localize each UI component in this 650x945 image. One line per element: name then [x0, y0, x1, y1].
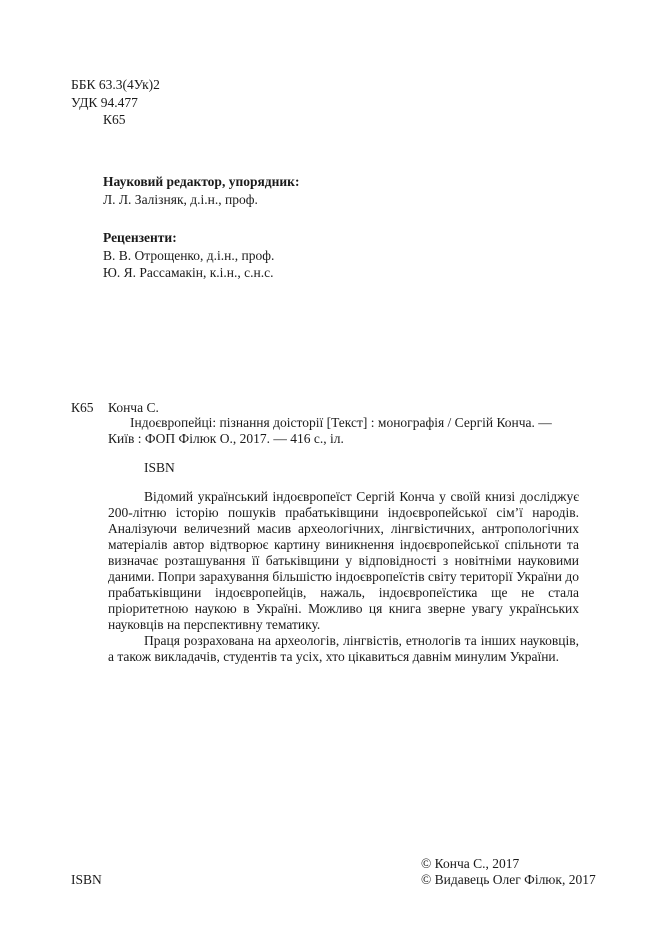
catalog-mark: К65: [71, 400, 94, 415]
editor-name: Л. Л. Залізняк, д.і.н., проф.: [103, 192, 258, 207]
copyright-publisher: © Видавець Олег Філюк, 2017: [421, 872, 596, 887]
footer-isbn: ISBN: [71, 872, 102, 887]
catalog-author: Конча С.: [108, 400, 159, 415]
reviewer-item: В. В. Отрощенко, д.і.н., проф.: [103, 248, 275, 263]
reviewers-heading: Рецензенти:: [103, 230, 177, 245]
annotation-paragraph: Праця розрахована на археологів, лінгвістів, етнологів та інших науковців, а також викладачів, студентів та усіх, хто цікавиться давнім минулим України.: [108, 633, 579, 664]
annotation: [108, 489, 579, 665]
author-mark: К65: [103, 112, 126, 127]
annotation-paragraph: Відомий український індоєвропеїст Сергій Конча у своїй книзі досліджує 200-літню історію пошуків прабатьківщини індоєвропейської сім’ї народів. Аналізуючи величезний масив археологічних, лінгвістичних, антропологічних матеріалів автор відтворює картину виникнення індоєвропейської спільноти та визначає розташування її батьківщини у відповідності з новітніми науковими даними. Попри зарахування більшістю індоєвропеїстів світу території України до прабатьківщини індоєвропейців, нажаль, індоєвропеїстика ще не стала пріоритетною наукою в Україні. Можливо ця книга зверне увагу українських науковців на перспективну тематику.: [108, 489, 579, 632]
udk-code: УДК 94.477: [71, 95, 138, 110]
bbk-code: ББК 63.3(4Ук)2: [71, 77, 160, 92]
reviewer-item: Ю. Я. Рассамакін, к.і.н., с.н.с.: [103, 265, 274, 280]
catalog-imprint-line: Київ : ФОП Філюк О., 2017. — 416 с., іл.: [108, 431, 344, 446]
catalog-isbn: ISBN: [144, 460, 175, 475]
catalog-title-line: Індоєвропейці: пізнання доісторії [Текст] : монографія / Сергій Конча. —: [130, 415, 552, 430]
editor-heading: Науковий редактор, упорядник:: [103, 174, 300, 189]
copyright-author: © Конча С., 2017: [421, 856, 520, 871]
